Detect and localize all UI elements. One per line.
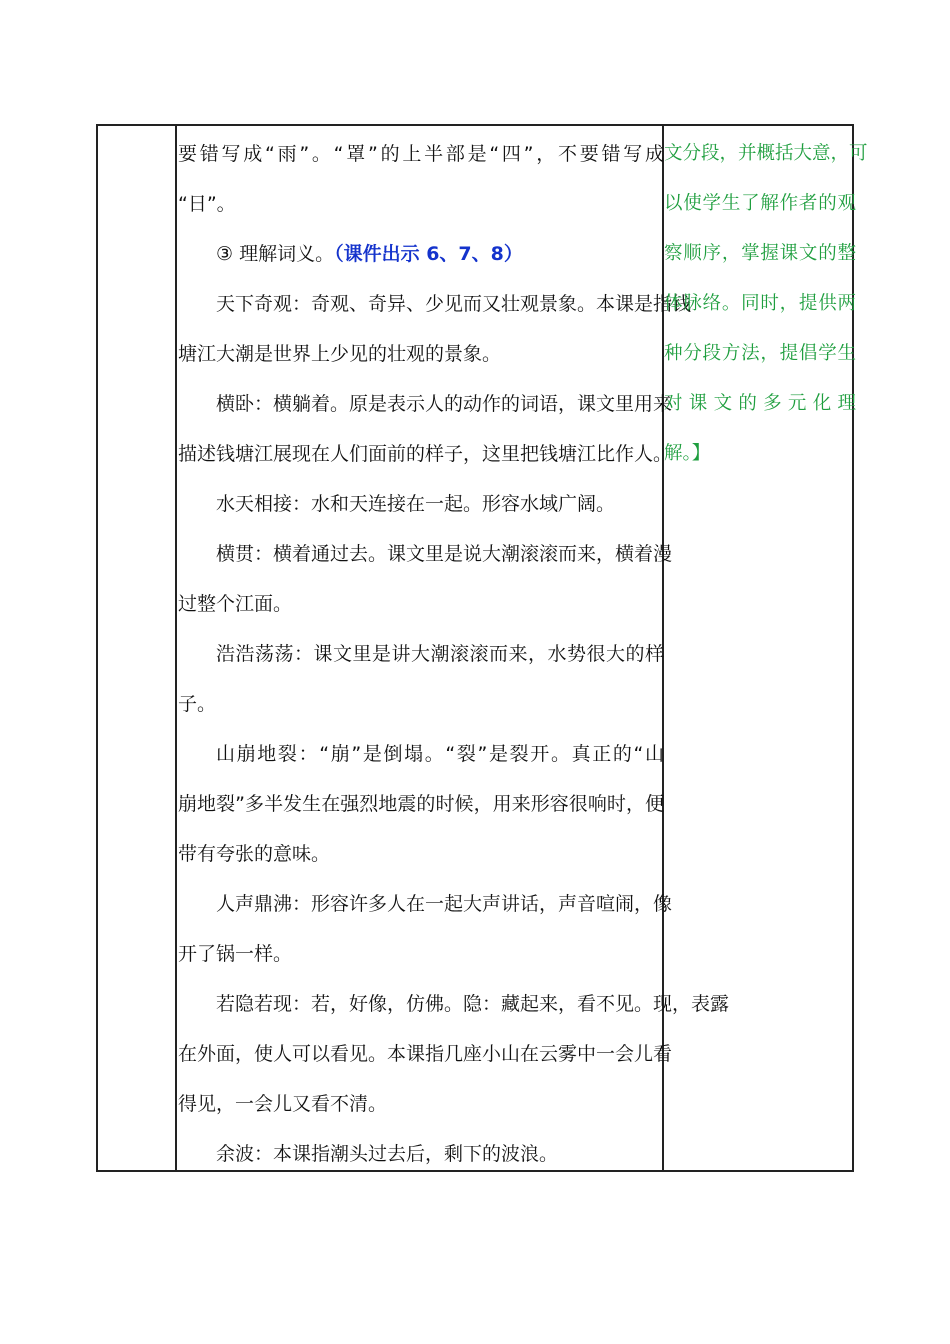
text-line: 带有夸张的意味。 [178,843,331,865]
note-line: 文分段，并概括大意，可 [664,143,868,164]
note-line: 解。】 [664,443,711,464]
lesson-table [96,124,868,1172]
definition-line: 水天相接：水和天连接在一起。形容水域广阔。 [216,493,616,515]
definition-line: 横卧：横躺着。原是表示人的动作的词语，课文里用来 [216,393,673,415]
definition-line: 横贯：横着通过去。课文里是说大潮滚滚而来，横着漫 [216,543,673,565]
definition-line: 若隐若现：若，好像，仿佛。隐：藏起来，看不见。现，表露 [216,993,730,1015]
text-line: 得见，一会儿又看不清。 [178,1093,388,1115]
definition-line: 山崩地裂：“崩”是倒塌。“裂”是裂开。真正的“山 [216,743,664,765]
note-line: 察顺序，掌握课文的整 [664,243,856,264]
note-line: 以使学生了解作者的观 [664,193,856,214]
definition-line: 人声鼎沸：形容许多人在一起大声讲话，声音喧闹，像 [216,893,673,915]
note-line: 种分段方法，提倡学生 [664,343,856,364]
definition-line: 天下奇观：奇观、奇异、少见而又壮观景象。本课是指钱 [216,293,692,315]
section-heading [216,239,523,269]
text-line: 子。 [178,693,217,715]
note-line: 对课文的多元化理 [664,393,856,414]
text-line: 塘江大潮是世界上少见的壮观的景象。 [178,343,502,365]
text-line: 开了锅一样。 [178,943,293,965]
note-line: 体脉络。同时，提供两 [664,293,856,314]
definition-line: 余波：本课指潮头过去后，剩下的波浪。 [216,1143,559,1165]
text-line: 在外面，使人可以看见。本课指几座小山在云雾中一会儿看 [178,1043,673,1065]
definition-line: 浩浩荡荡：课文里是讲大潮滚滚而来，水势很大的样 [216,643,664,665]
text-line: 崩地裂”多半发生在强烈地震的时候，用来形容很响时，便 [178,793,664,815]
text-line: 描述钱塘江展现在人们面前的样子，这里把钱塘江比作人。 [178,443,673,465]
courseware-note: （课件出示 6、7、8） [334,243,523,265]
text-line: 要错写成“雨”。“罩”的上半部是“四”，不要错写成 [178,143,664,165]
column-divider-left [175,126,177,1170]
heading-text: ③ 理解词义。 [216,243,335,265]
text-line: 过整个江面。 [178,593,293,615]
text-line: “日”。 [178,193,236,215]
